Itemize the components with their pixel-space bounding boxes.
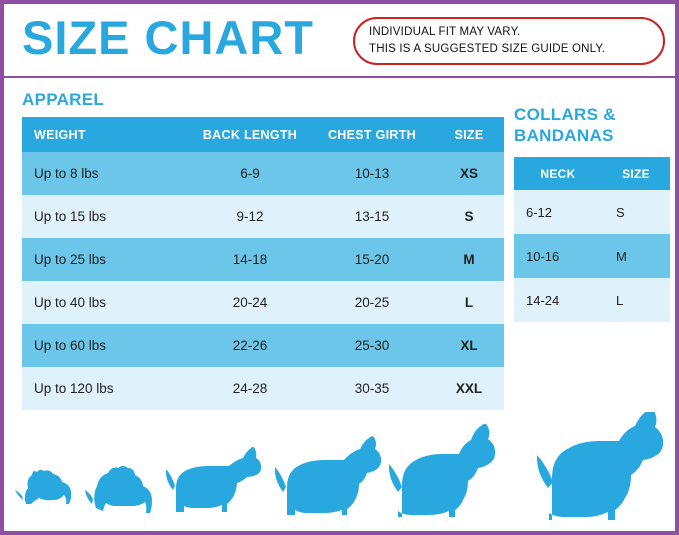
apparel-back-length: 6-9	[190, 152, 310, 195]
apparel-weight: Up to 8 lbs	[22, 152, 190, 195]
collars-neck: 14-24	[514, 278, 602, 322]
apparel-weight: Up to 25 lbs	[22, 238, 190, 281]
apparel-chest-girth: 10-13	[310, 152, 434, 195]
collars-label-line-1: COLLARS &	[514, 105, 616, 124]
apparel-chest-girth: 20-25	[310, 281, 434, 324]
apparel-size: XXL	[434, 367, 504, 410]
dog-silhouette-3	[166, 447, 261, 512]
apparel-back-length: 24-28	[190, 367, 310, 410]
apparel-section-label: APPAREL	[22, 90, 105, 109]
collars-col-neck: NECK	[514, 157, 602, 190]
apparel-weight: Up to 15 lbs	[22, 195, 190, 238]
dog-silhouette-5	[389, 424, 495, 517]
collars-size: M	[602, 234, 670, 278]
table-row	[22, 152, 504, 195]
apparel-chest-girth: 25-30	[310, 324, 434, 367]
apparel-weight: Up to 120 lbs	[22, 367, 190, 410]
disclaimer-line-1: INDIVIDUAL FIT MAY VARY.	[369, 26, 521, 39]
apparel-chest-girth: 30-35	[310, 367, 434, 410]
collars-size: L	[602, 278, 670, 322]
apparel-table	[22, 117, 504, 410]
disclaimer-callout	[353, 17, 665, 65]
apparel-weight: Up to 40 lbs	[22, 281, 190, 324]
page-title: SIZE CHART	[22, 11, 314, 64]
apparel-back-length: 9-12	[190, 195, 310, 238]
apparel-back-length: 22-26	[190, 324, 310, 367]
collars-table-wrap	[514, 157, 666, 322]
apparel-col-chest-girth: CHEST GIRTH	[310, 117, 434, 152]
table-row	[514, 278, 670, 322]
table-row	[22, 238, 504, 281]
apparel-col-size: SIZE	[434, 117, 504, 152]
disclaimer-line-2: THIS IS A SUGGESTED SIZE GUIDE ONLY.	[369, 43, 606, 55]
apparel-size: L	[434, 281, 504, 324]
header-divider	[4, 76, 679, 78]
dog-silhouette-2	[85, 466, 152, 513]
table-row	[22, 324, 504, 367]
collars-col-size: SIZE	[602, 157, 670, 190]
apparel-back-length: 14-18	[190, 238, 310, 281]
apparel-chest-girth: 13-15	[310, 195, 434, 238]
table-row	[22, 195, 504, 238]
apparel-header-row	[22, 117, 504, 152]
apparel-col-back-length: BACK LENGTH	[190, 117, 310, 152]
collars-header-row	[514, 157, 670, 190]
header	[4, 4, 675, 76]
table-row	[22, 367, 504, 410]
collars-neck: 6-12	[514, 190, 602, 234]
table-row	[514, 190, 670, 234]
apparel-size: XS	[434, 152, 504, 195]
apparel-size: XL	[434, 324, 504, 367]
collars-size: S	[602, 190, 670, 234]
dog-silhouette-4	[275, 436, 381, 515]
dog-silhouette-6	[537, 412, 663, 520]
apparel-chest-girth: 15-20	[310, 238, 434, 281]
collars-neck: 10-16	[514, 234, 602, 278]
collars-section-label	[514, 104, 674, 147]
apparel-table-wrap	[22, 117, 485, 410]
apparel-size: S	[434, 195, 504, 238]
collars-label-line-2: BANDANAS	[514, 126, 614, 146]
table-row	[22, 281, 504, 324]
dog-silhouettes	[4, 412, 679, 527]
apparel-size: M	[434, 238, 504, 281]
apparel-weight: Up to 60 lbs	[22, 324, 190, 367]
table-row	[514, 234, 670, 278]
collars-table	[514, 157, 670, 322]
apparel-col-weight: WEIGHT	[22, 117, 190, 152]
apparel-back-length: 20-24	[190, 281, 310, 324]
dog-silhouette-1	[15, 470, 71, 504]
